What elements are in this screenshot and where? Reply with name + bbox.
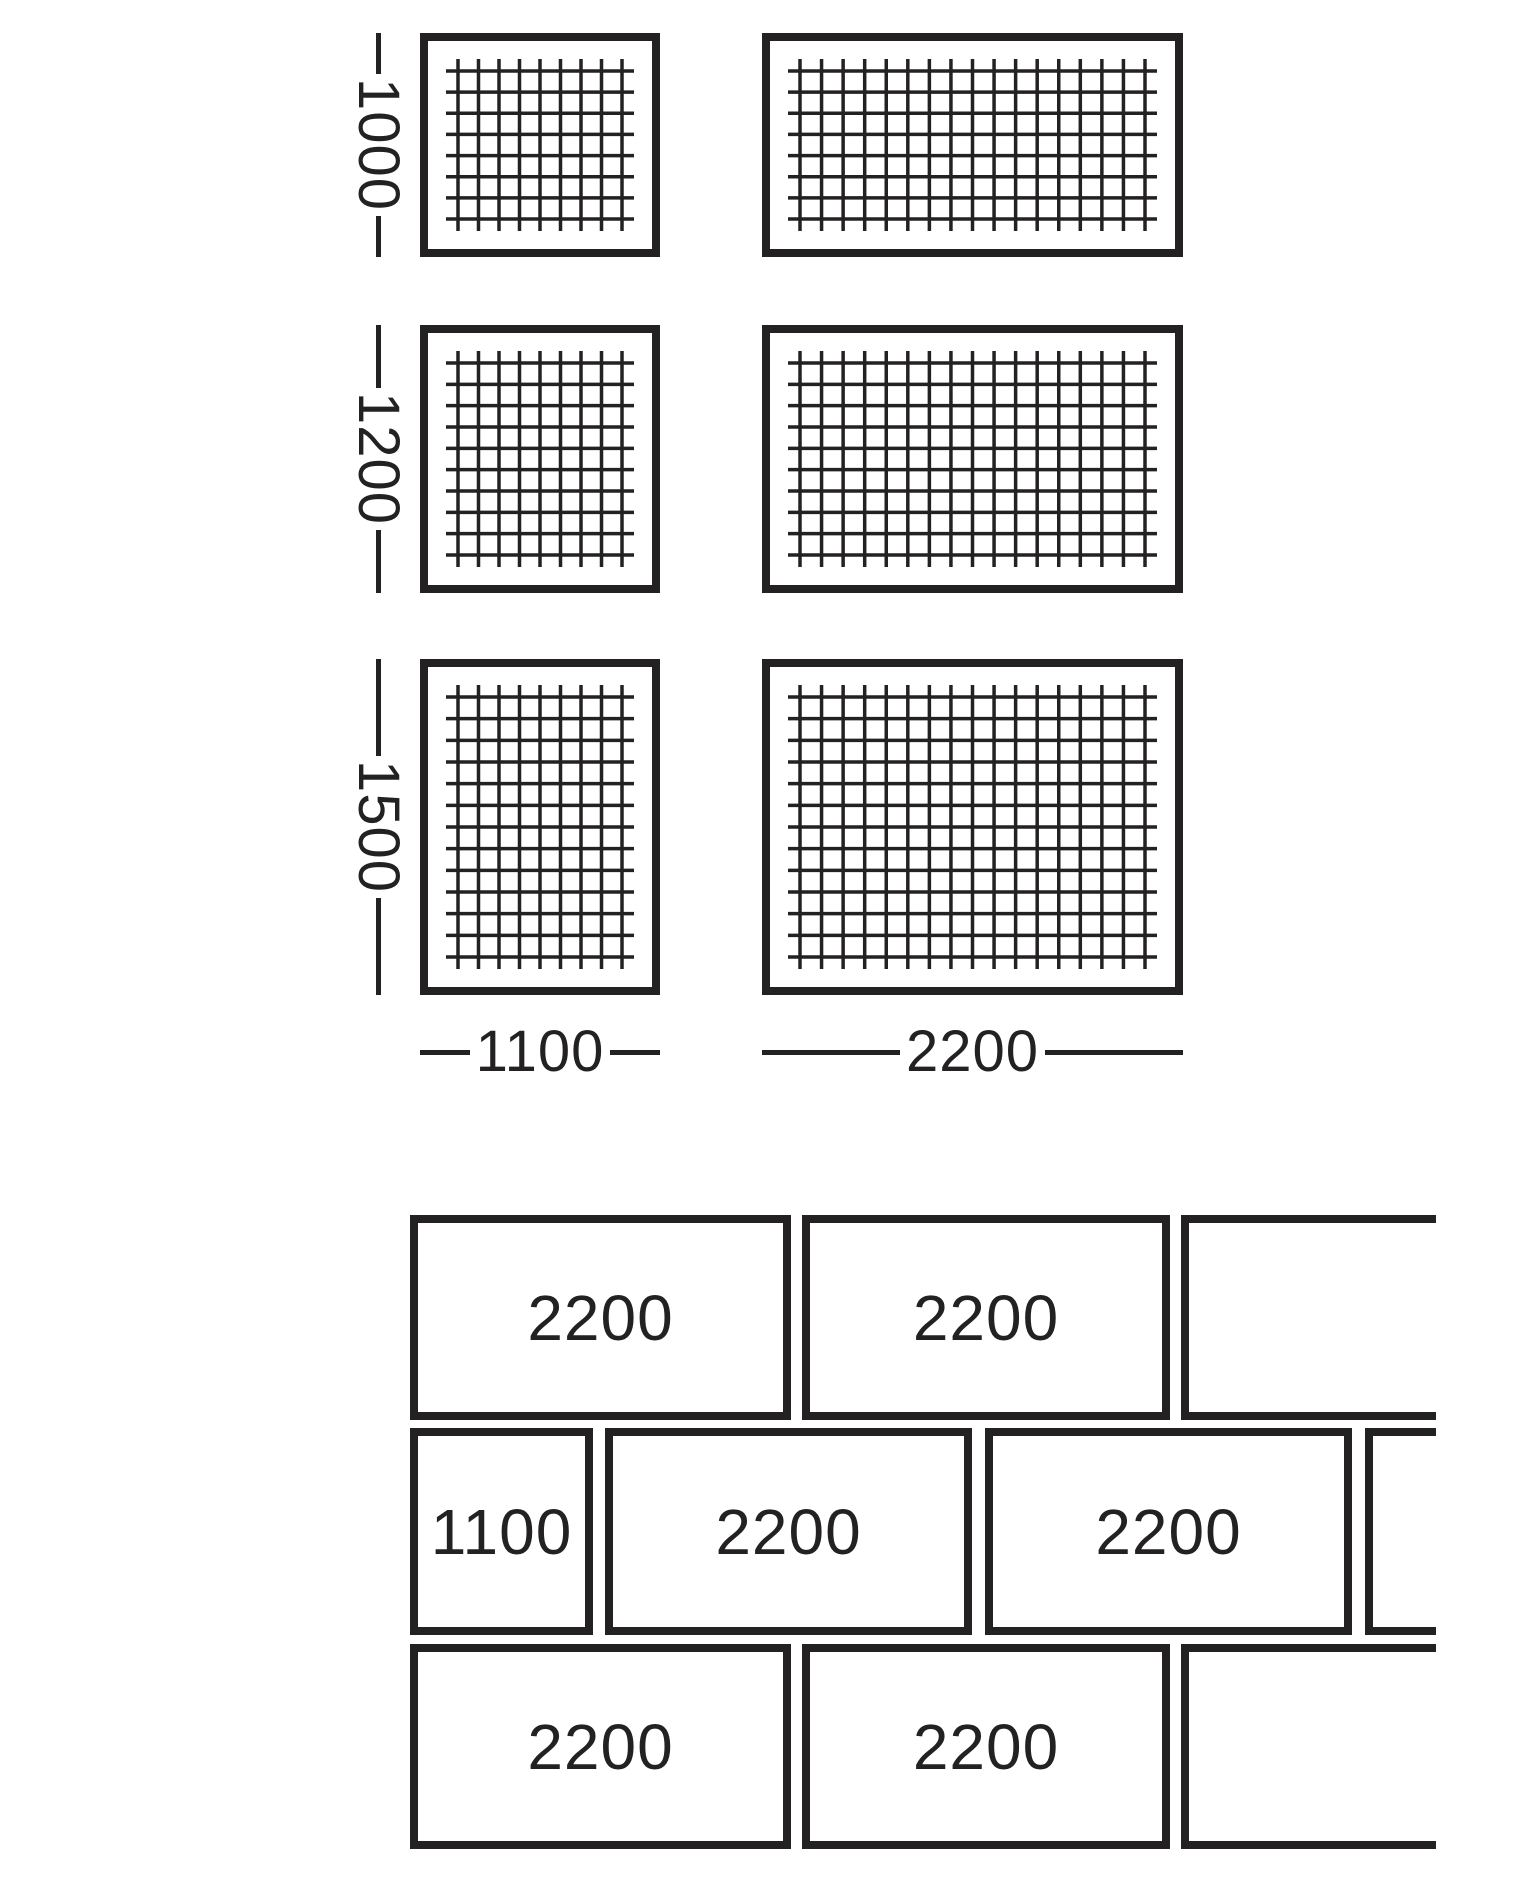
dimension-value: 1000 bbox=[346, 78, 411, 212]
mesh-panel-1100x1000 bbox=[420, 33, 660, 257]
dimension-line bbox=[762, 1050, 900, 1055]
height-dimension-1000 bbox=[342, 33, 414, 257]
mesh-panel-2200x1500 bbox=[762, 659, 1183, 995]
mesh-panel-1100x1200 bbox=[420, 325, 660, 593]
wire-mesh-grid bbox=[428, 667, 652, 987]
brick-2200 bbox=[802, 1644, 1170, 1849]
dimension-line bbox=[376, 216, 381, 257]
dimension-line bbox=[376, 659, 381, 756]
brick-size-label: 2200 bbox=[527, 1281, 674, 1354]
wire-mesh-grid bbox=[428, 333, 652, 585]
brick-clipped bbox=[1181, 1215, 1436, 1420]
dimension-line bbox=[610, 1050, 660, 1055]
dimension-line bbox=[376, 325, 381, 388]
dimension-value: 1500 bbox=[346, 760, 411, 894]
brick-size-label: 2200 bbox=[912, 1710, 1060, 1783]
width-dimension-2200 bbox=[762, 1020, 1183, 1084]
brick-2200 bbox=[410, 1644, 791, 1849]
height-dimension-1200 bbox=[342, 325, 414, 593]
dimension-value: 2200 bbox=[905, 1019, 1040, 1084]
height-dimension-1500 bbox=[342, 659, 414, 995]
wire-mesh-grid bbox=[770, 41, 1175, 249]
brick-size-label: 2200 bbox=[912, 1281, 1060, 1354]
dimension-line bbox=[376, 33, 381, 74]
brick-2200 bbox=[410, 1215, 791, 1420]
brick-size-label: 2200 bbox=[527, 1710, 674, 1783]
installation-pattern-wall bbox=[410, 1215, 1436, 1849]
brick-1100 bbox=[410, 1428, 593, 1635]
brick-2200 bbox=[802, 1215, 1170, 1420]
brick-size-label: 1100 bbox=[430, 1495, 573, 1568]
brick-clipped bbox=[1365, 1428, 1436, 1635]
brick-size-label: 2200 bbox=[1095, 1495, 1242, 1568]
brick-2200 bbox=[985, 1428, 1352, 1635]
mesh-panel-2200x1200 bbox=[762, 325, 1183, 593]
brick-2200 bbox=[605, 1428, 972, 1635]
wire-mesh-grid bbox=[428, 41, 652, 249]
dimension-line bbox=[420, 1050, 470, 1055]
wire-mesh-grid bbox=[770, 333, 1175, 585]
brick-clipped bbox=[1181, 1644, 1436, 1849]
width-dimension-1100 bbox=[420, 1020, 660, 1084]
wire-mesh-grid bbox=[770, 667, 1175, 987]
dimension-line bbox=[1045, 1050, 1183, 1055]
dimension-value: 1100 bbox=[475, 1019, 605, 1084]
dimension-line bbox=[376, 898, 381, 995]
dimension-value: 1200 bbox=[346, 392, 411, 526]
brick-size-label: 2200 bbox=[715, 1495, 862, 1568]
dimension-line bbox=[376, 530, 381, 593]
mesh-panel-2200x1000 bbox=[762, 33, 1183, 257]
mesh-panel-1100x1500 bbox=[420, 659, 660, 995]
